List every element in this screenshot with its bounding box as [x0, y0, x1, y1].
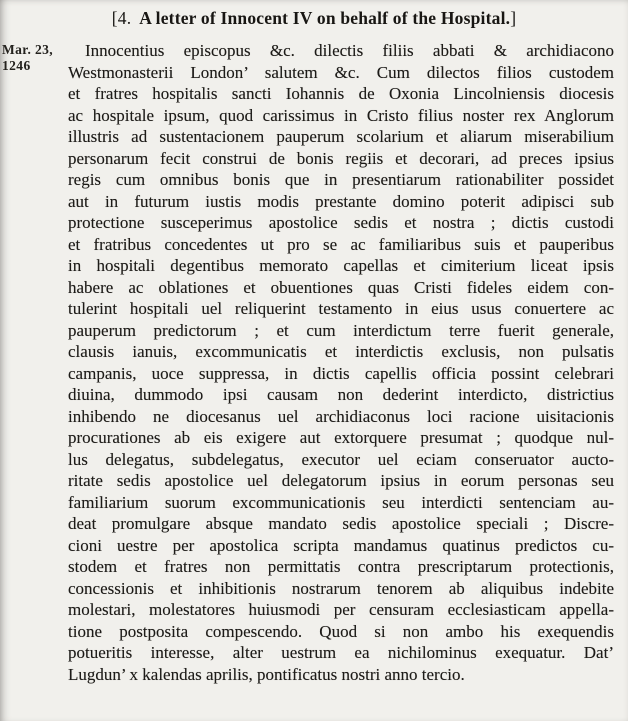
text-line: Lugdun’ x kalendas aprilis, pontificatus nostri anno tercio.: [68, 664, 465, 684]
text-line: molestari, molestatores huiusmodi per censuram ecclesiasticam appella-: [68, 600, 614, 619]
heading-closing-bracket: ]: [510, 8, 517, 28]
text-line: diuina, dummodo ipsi causam non dederint interdicto, districtius: [68, 385, 614, 404]
text-line: Innocentius episcopus &c. dilectis filiis abbati & archidiacono: [85, 41, 614, 60]
text-line: ritate sedis apostolice uel delegatorum ipsius in eorum personas seu: [68, 471, 614, 490]
text-line: pauperum predictorum ; et cum interdictum terre fuerit generale,: [68, 320, 614, 340]
text-line: stodem et fratres non permittatis contra prescriptarum protectionis,: [68, 557, 614, 576]
text-line: deat promulgare absque mandato sedis apostolice speciali ; Discre-: [68, 514, 614, 533]
text-line: tione postposita compescendo. Quod si non ambo his exequendis: [68, 621, 614, 641]
text-line: ac hospitale ipsum, quod carissimus in Cristo filius noster rex Anglorum: [68, 105, 614, 125]
text-line: protectione susceperimus apostolice sedis et nostra ; dictis custodi: [68, 213, 614, 232]
text-line: et fratribus concedentes ut pro se ac familiaribus suis et pauperibus: [68, 234, 614, 254]
text-line: procurationes ab eis exigere aut extorquere presumat ; quodque nul-: [68, 428, 614, 447]
margin-date-month-day: Mar. 23,: [2, 42, 54, 57]
letter-body: [68, 40, 614, 685]
text-line: tulerint hospitali uel reliquerint testamento in eius usus conuertere ac: [68, 299, 614, 318]
text-line: Westmonasterii London’ salutem &c. Cum dilectos filios custodem: [68, 62, 614, 82]
text-line: regis cum omnibus bonis que in presentiarum rationabiliter possidet: [68, 170, 614, 189]
text-line: personarum fecit construi de bonis regiis et decorari, ad preces ipsius: [68, 148, 614, 168]
margin-date-year: 1246: [2, 57, 31, 73]
section-heading: [0, 0, 628, 30]
text-line: lus delegatus, subdelegatus, executor uel eciam conseruator aucto-: [68, 449, 614, 469]
text-line: familiarium suorum excommunicationis seu interdicti sentenciam au-: [68, 492, 614, 512]
text-line: in hospitali degentibus memorato capellas et cimiterium liceat ipsis: [68, 256, 614, 275]
text-line: habere ac oblationes et obuentiones quas Cristi fideles eidem con-: [68, 277, 614, 297]
text-line: cioni uestre per apostolica scripta mandamus quatinus predictos cu-: [68, 535, 614, 555]
text-line: et fratres hospitalis sancti Iohannis de Oxonia Lincolniensis diocesis: [68, 84, 614, 103]
text-line: aut in futurum iustis modis prestante domino poterit adipisci sub: [68, 191, 614, 211]
text-line: potueritis interesse, alter uestrum ea nichilominus exequatur. Dat’: [68, 643, 614, 662]
text-line: concessionis et inhibitionis nostrarum tenorem ab aliquibus indebite: [68, 578, 614, 598]
text-line: inhibendo ne diocesanus uel archidiaconus loci racione uisitacionis: [68, 406, 614, 426]
heading-item-number: [4.: [111, 8, 132, 28]
margin-date-note: [2, 42, 53, 73]
text-line: clausis ianuis, excommunicatis et interdictis exclusis, non pulsatis: [68, 342, 614, 361]
text-line: illustris ad sustentacionem pauperum scolarium et aliarum miserabilium: [68, 127, 614, 146]
heading-title: A letter of Innocent IV on behalf of the Hospital.: [139, 8, 511, 28]
text-line: campanis, uoce suppressa, in dictis capellis officia possint celebrari: [68, 363, 614, 383]
